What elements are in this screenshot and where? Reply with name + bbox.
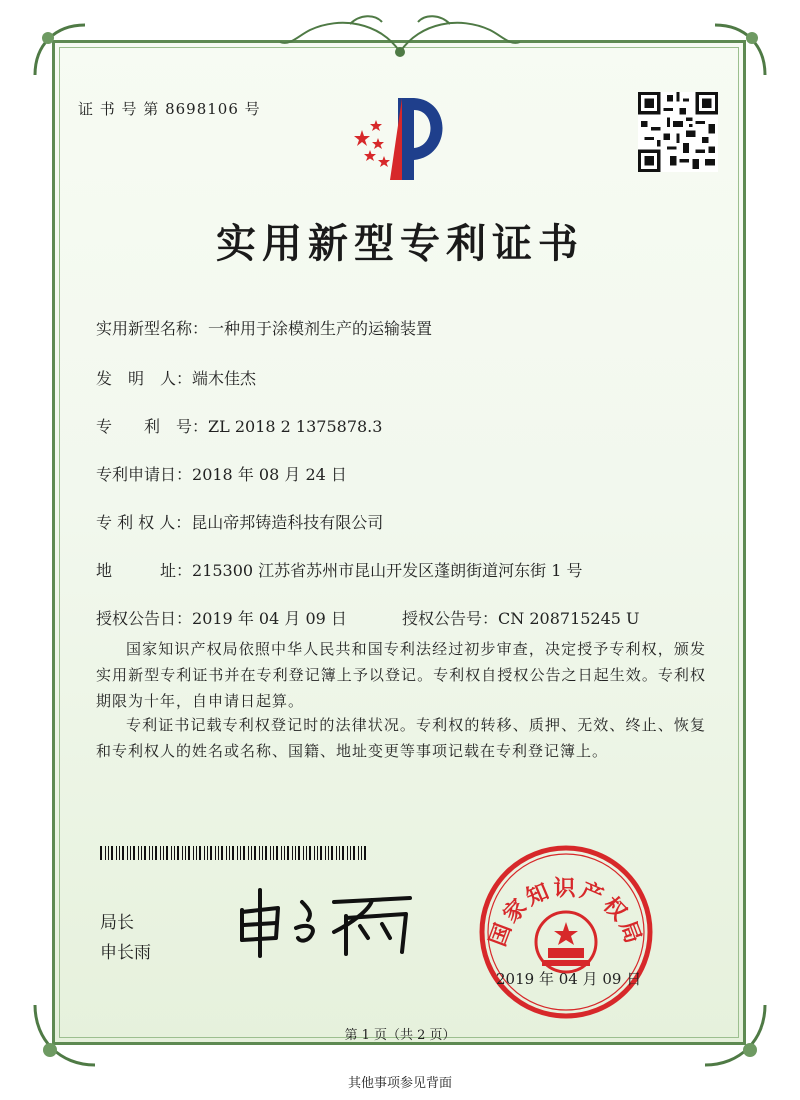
barcode-bar xyxy=(144,846,146,860)
qr-code xyxy=(638,92,718,172)
page-indicator: 第 1 页（共 2 页） xyxy=(344,1028,456,1043)
barcode-bar xyxy=(243,846,245,860)
certificate-number: 证 书 号 第 8698106 号 xyxy=(78,100,261,118)
barcode-bar xyxy=(361,846,362,860)
barcode-bar xyxy=(259,846,260,860)
barcode-bar xyxy=(100,846,102,860)
field-patentee xyxy=(96,510,383,533)
barcode-bar xyxy=(185,846,186,860)
barcode-bar xyxy=(276,846,278,860)
barcode-bar xyxy=(265,846,267,860)
barcode-bar xyxy=(353,846,355,860)
field-label: 授权公告号： xyxy=(402,609,499,628)
barcode-bar xyxy=(171,846,172,860)
field-inventor xyxy=(96,366,256,389)
barcode-bar xyxy=(111,846,113,860)
seal-text: 国家知识产权局 xyxy=(485,876,647,950)
field-value: 一种用于涂模剂生产的运输装置 xyxy=(208,319,433,338)
barcode-bar xyxy=(163,846,164,860)
field-label: 地 址： xyxy=(96,561,193,580)
barcode-bar xyxy=(210,846,212,860)
barcode-bar xyxy=(138,846,139,860)
barcode-bar xyxy=(237,846,238,860)
field-value: ZL 2018 2 1375878.3 xyxy=(208,417,383,436)
paragraph-grant-statement: 国家知识产权局依照中华人民共和国专利法经过初步审查，决定授予专利权，颁发实用新型专利证书并在专利登记簿上予以登记。专利权自授权公告之日起生效。专利权期限为十年，自申请日起算。 xyxy=(96,640,706,710)
field-label: 专 利 权 人： xyxy=(96,513,192,532)
barcode-bar xyxy=(182,846,183,860)
barcode-bar xyxy=(152,846,153,860)
barcode-bar xyxy=(339,846,340,860)
barcode-bar xyxy=(292,846,293,860)
barcode-bar xyxy=(177,846,179,860)
barcode-bar xyxy=(218,846,219,860)
barcode-bar xyxy=(347,846,348,860)
barcode-bar xyxy=(281,846,282,860)
barcode-bar xyxy=(303,846,304,860)
barcode-bar xyxy=(273,846,274,860)
barcode-bar xyxy=(364,846,366,860)
field-value: 端木佳杰 xyxy=(192,369,257,388)
ornament-top-left xyxy=(30,20,90,80)
barcode xyxy=(100,846,370,860)
barcode-bar xyxy=(174,846,175,860)
field-label: 专利申请日： xyxy=(96,465,193,484)
official-seal xyxy=(476,842,656,1022)
barcode-bar xyxy=(119,846,120,860)
barcode-bar xyxy=(314,846,315,860)
barcode-bar xyxy=(240,846,241,860)
barcode-bar xyxy=(116,846,117,860)
field-label: 授权公告日： xyxy=(96,609,193,628)
barcode-bar xyxy=(188,846,190,860)
field-publication-date xyxy=(96,606,347,629)
barcode-bar xyxy=(309,846,311,860)
barcode-bar xyxy=(248,846,249,860)
barcode-bar xyxy=(193,846,194,860)
barcode-bar xyxy=(251,846,252,860)
field-patent-number xyxy=(96,414,382,437)
barcode-bar xyxy=(325,846,326,860)
field-value: 2018 年 08 月 24 日 xyxy=(192,465,347,484)
barcode-bar xyxy=(262,846,263,860)
barcode-bar xyxy=(229,846,230,860)
barcode-bar xyxy=(207,846,208,860)
barcode-bar xyxy=(122,846,124,860)
barcode-bar xyxy=(320,846,322,860)
cnipa-logo-icon xyxy=(340,90,460,190)
ornament-top-right xyxy=(710,20,770,80)
barcode-bar xyxy=(141,846,142,860)
barcode-bar xyxy=(221,846,223,860)
ornament-top xyxy=(270,12,530,60)
barcode-bar xyxy=(155,846,157,860)
barcode-bar xyxy=(295,846,296,860)
field-value: 215300 江苏省苏州市昆山开发区蓬朗街道河东街 1 号 xyxy=(192,561,583,580)
barcode-bar xyxy=(166,846,168,860)
barcode-bar xyxy=(232,846,234,860)
field-publication-number xyxy=(402,606,640,629)
barcode-bar xyxy=(215,846,216,860)
barcode-bar xyxy=(149,846,150,860)
grant-date: 2019 年 04 月 09 日 xyxy=(496,970,642,988)
page-title: 实用新型专利证书 xyxy=(216,220,584,267)
barcode-bar xyxy=(328,846,329,860)
barcode-bar xyxy=(317,846,318,860)
field-address xyxy=(96,558,583,581)
barcode-bar xyxy=(336,846,337,860)
barcode-bar xyxy=(254,846,256,860)
field-application-date xyxy=(96,462,347,485)
barcode-bar xyxy=(199,846,201,860)
barcode-bar xyxy=(298,846,300,860)
barcode-bar xyxy=(350,846,351,860)
barcode-bar xyxy=(284,846,285,860)
barcode-bar xyxy=(331,846,333,860)
barcode-bar xyxy=(342,846,344,860)
barcode-bar xyxy=(160,846,161,860)
footer-note: 其他事项参见背面 xyxy=(347,1076,452,1091)
director-title: 局长 xyxy=(100,913,134,933)
barcode-bar xyxy=(358,846,359,860)
barcode-bar xyxy=(108,846,109,860)
field-value: 2019 年 04 月 09 日 xyxy=(192,609,347,628)
paragraph-legal-status: 专利证书记载专利权登记时的法律状况。专利权的转移、质押、无效、终止、恢复和专利权人的姓名或名称、国籍、地址变更等事项记载在专利登记簿上。 xyxy=(96,716,706,760)
barcode-bar xyxy=(306,846,307,860)
field-label: 发 明 人： xyxy=(96,369,193,388)
director-signature xyxy=(230,880,420,960)
director-name: 申长雨 xyxy=(100,943,151,963)
field-utility-name xyxy=(96,316,432,339)
field-label: 实用新型名称： xyxy=(96,319,209,338)
barcode-bar xyxy=(196,846,197,860)
barcode-bar xyxy=(204,846,205,860)
field-value: CN 208715245 U xyxy=(498,609,640,628)
barcode-bar xyxy=(127,846,128,860)
barcode-bar xyxy=(133,846,135,860)
barcode-bar xyxy=(226,846,227,860)
barcode-bar xyxy=(287,846,289,860)
field-value: 昆山帝邦铸造科技有限公司 xyxy=(191,513,384,532)
field-label: 专 利 号： xyxy=(96,417,209,436)
barcode-bar xyxy=(105,846,106,860)
barcode-bar xyxy=(270,846,271,860)
barcode-bar xyxy=(130,846,131,860)
